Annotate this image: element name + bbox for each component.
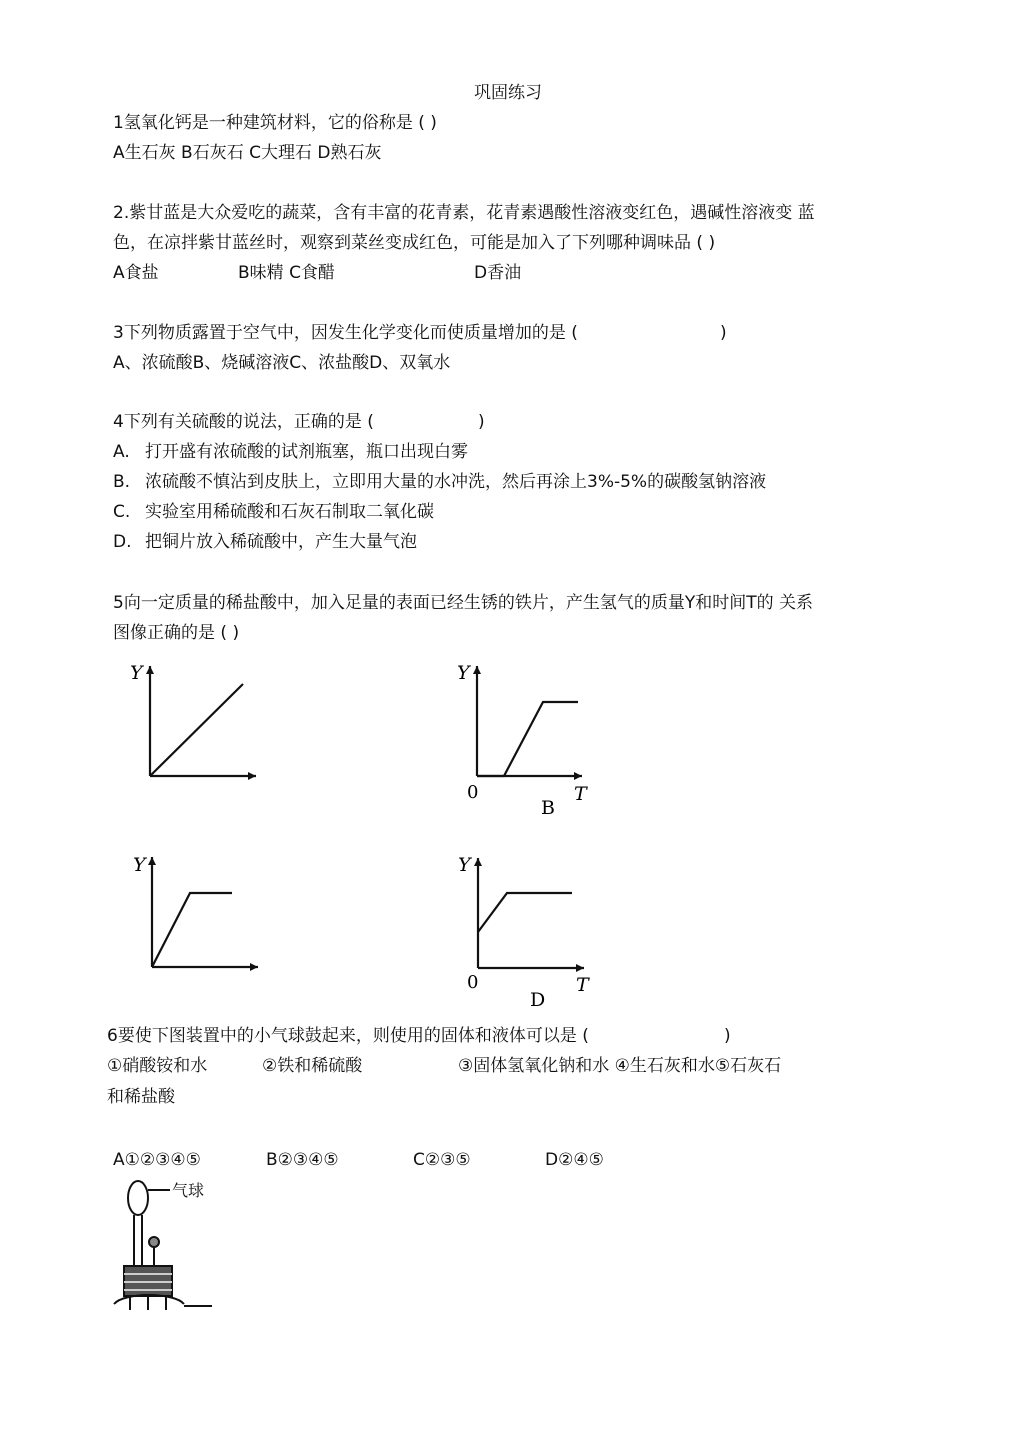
graph-d xyxy=(478,858,584,968)
question-6-stem-close: ) xyxy=(724,1026,731,1046)
graph-c-y-label: Y xyxy=(133,854,146,876)
question-6-item-2: ②铁和稀硫酸 xyxy=(262,1056,363,1076)
balloon-label: 气球 xyxy=(172,1181,205,1200)
question-2-stem-line2: 色，在凉拌紫甘蓝丝时，观察到菜丝变成红色，可能是加入了下列哪种调味品 ( ) xyxy=(113,233,716,253)
question-4-stem: 4下列有关硫酸的说法，正确的是 ( xyxy=(113,412,374,432)
question-1-options: A生石灰 B石灰石 C大理石 D熟石灰 xyxy=(113,143,382,163)
graph-d-t-label: T xyxy=(576,974,589,996)
graph-d-origin-label: 0 xyxy=(467,972,479,993)
question-4-option-a-text: 打开盛有浓硫酸的试剂瓶塞，瓶口出现白雾 xyxy=(145,442,468,462)
question-6-option-d: D②④⑤ xyxy=(545,1150,604,1170)
balloon-apparatus-diagram xyxy=(100,1170,240,1320)
question-2-stem-line1: 2.紫甘蓝是大众爱吃的蔬菜，含有丰富的花青素，花青素遇酸性溶液变红色，遇碱性溶液变 蓝 xyxy=(113,203,815,223)
question-6-items-line2: 和稀盐酸 xyxy=(107,1087,175,1107)
question-6-item-1: ①硝酸铵和水 xyxy=(107,1056,208,1076)
page-title: 巩固练习 xyxy=(474,83,542,103)
question-4-option-d-text: 把铜片放入稀硫酸中，产生大量气泡 xyxy=(145,532,417,552)
question-4-option-a-label: A. xyxy=(113,442,130,462)
graph-d-letter: D xyxy=(530,989,546,1011)
graph-a-curve xyxy=(150,684,243,776)
graph-b xyxy=(477,666,582,776)
question-6-option-b: B②③④⑤ xyxy=(266,1150,339,1170)
question-1-stem: 1氢氧化钙是一种建筑材料，它的俗称是 ( ) xyxy=(113,113,437,133)
question-3-stem-close: ) xyxy=(720,323,727,343)
question-4-option-d-label: D. xyxy=(113,532,132,552)
question-3-options: A、浓硫酸B、烧碱溶液C、浓盐酸D、双氧水 xyxy=(113,353,451,373)
graph-c xyxy=(152,857,258,967)
question-2-option-bc: B味精 C食醋 xyxy=(238,263,335,283)
graph-b-letter: B xyxy=(541,797,555,819)
question-6-option-c: C②③⑤ xyxy=(413,1150,471,1170)
question-6-option-a: A①②③④⑤ xyxy=(113,1150,201,1170)
question-4-stem-close: ) xyxy=(478,412,485,432)
question-5-stem-line2: 图像正确的是 ( ) xyxy=(113,623,240,643)
question-6-stem: 6要使下图装置中的小气球鼓起来，则使用的固体和液体可以是 ( xyxy=(107,1026,589,1046)
graph-a-y-label: Y xyxy=(130,662,143,684)
graph-b-t-label: T xyxy=(574,783,587,805)
balloon-shape xyxy=(128,1181,148,1215)
question-3-stem: 3下列物质露置于空气中，因发生化学变化而使质量增加的是 ( xyxy=(113,323,578,343)
graph-b-curve xyxy=(477,702,578,776)
question-2-option-d: D香油 xyxy=(474,263,522,283)
graph-a xyxy=(150,666,256,776)
question-4-option-c-label: C. xyxy=(113,502,131,522)
graph-c-curve xyxy=(152,893,232,967)
question-4-option-b-text: 浓硫酸不慎沾到皮肤上，立即用大量的水冲洗，然后再涂上3%-5%的碳酸氢钠溶液 xyxy=(145,472,767,492)
graph-b-origin-label: 0 xyxy=(467,782,479,803)
question-6-items-3-5: ③固体氢氧化钠和水 ④生石灰和水⑤石灰石 xyxy=(458,1056,782,1076)
graph-d-curve xyxy=(478,893,572,932)
graph-b-y-label: Y xyxy=(457,662,470,684)
question-4-option-b-label: B. xyxy=(113,472,131,492)
question-2-option-a: A食盐 xyxy=(113,263,159,283)
question-4-option-c-text: 实验室用稀硫酸和石灰石制取二氧化碳 xyxy=(145,502,434,522)
question-5-stem-line1: 5向一定质量的稀盐酸中，加入足量的表面已经生锈的铁片，产生氢气的质量Y和时间T的 关系 xyxy=(113,593,813,613)
graph-d-y-label: Y xyxy=(458,854,471,876)
